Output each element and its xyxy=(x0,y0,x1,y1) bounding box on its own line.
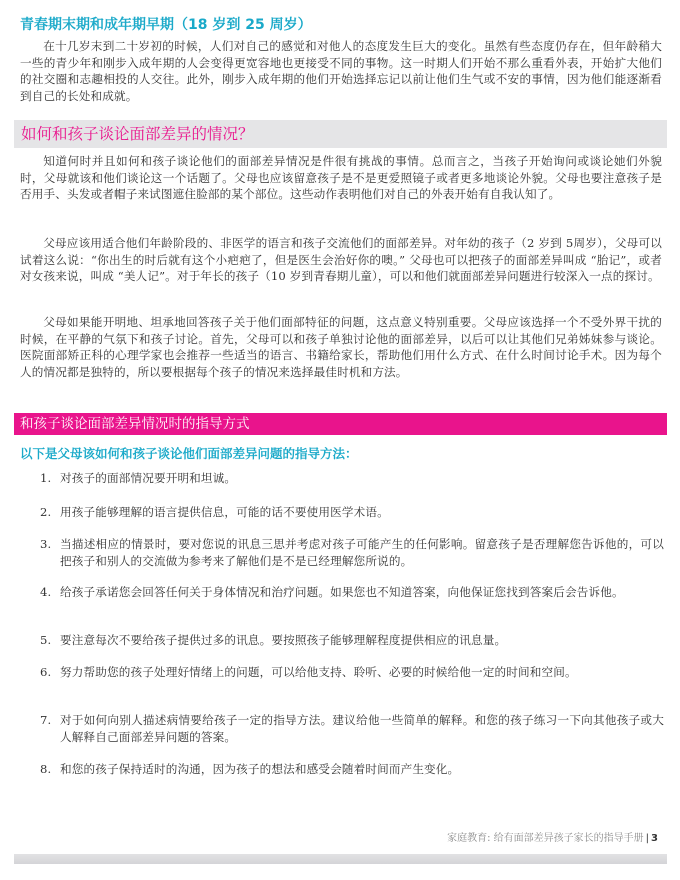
guide-list-item-6 xyxy=(40,664,664,681)
subheading-late-adolescence: 青春期末期和成年期早期（18 岁到 25 周岁） xyxy=(20,17,312,33)
guide-list-item-8 xyxy=(40,761,664,778)
paragraph-talk-1: 知道何时并且如何和孩子谈论他们的面部差异情况是件很有挑战的事情。总而言之，当孩子开始询问或谈论她们外貌时，父母就该和他们谈论这一个话题了。父母也应该留意孩子是不是更爱照镜子或者更多地谈论外貌。父母也要注意孩子是否用手、头发或者帽子来试图遮住脸部的某个部位。这些动作表明他们对自己的外表开始有自我认知了。 xyxy=(20,154,662,201)
list-item-number: 1. xyxy=(40,471,52,485)
paragraph-talk-3: 父母如果能开明地、坦承地回答孩子关于他们面部特征的问题，这点意义特别重要。父母应该选择一个不受外界干扰的时候，在平静的气氛下和孩子讨论。首先，父母可以和孩子单独讨论他的面部差异，以后可以让其他们兄弟姊妹参与谈论。医院面部矫正科的心理学家也会推荐一些适当的语言、书籍给家长，帮助他们用什么方式、在什么时间讨论手术。因为每个人的情况都是独特的，所以要根据每个孩子的情况来选择最佳时机和方法。 xyxy=(20,315,662,379)
section-heading-guide: 和孩子谈论面部差异情况时的指导方式 xyxy=(20,416,250,432)
list-item-text: 当描述相应的情景时，要对您说的讯息三思并考虑对孩子可能产生的任何影响。留意孩子是否理解您告诉他的，可以把孩子和别人的交流做为参考来了解他们是不是已经理解您所说的。 xyxy=(60,537,664,568)
guide-list-item-2 xyxy=(40,504,664,521)
section-heading-band-talk xyxy=(14,120,667,148)
footer-separator: | xyxy=(645,833,650,844)
list-item-text: 和您的孩子保持适时的沟通，因为孩子的想法和感受会随着时间而产生变化。 xyxy=(60,762,460,776)
page-footer xyxy=(447,829,658,844)
list-item-number: 7. xyxy=(40,713,52,727)
list-item-number: 6. xyxy=(40,665,52,679)
guide-list-item-7 xyxy=(40,712,664,745)
paragraph-late-adolescence: 在十几岁末到二十岁初的时候，人们对自己的感觉和对他人的态度发生巨大的变化。虽然有些态度仍存在，但年龄稍大一些的青少年和刚步入成年期的人会变得更宽容地也更接受不同的事物。这一时期人们开始不那么重看外表，开始扩大他们的社交圈和志趣相投的人交往。此外，刚步入成年期的他们开始选择忘记以前让他们生气或不安的事情，因为他们能逐渐看到自己的长处和成就。 xyxy=(20,39,662,103)
guide-intro: 以下是父母该如何和孩子谈论他们面部差异问题的指导方法： xyxy=(20,446,358,461)
section-heading-talk: 如何和孩子谈论面部差异的情况？ xyxy=(21,125,254,143)
list-item-number: 2. xyxy=(40,505,52,519)
guide-list-item-4 xyxy=(40,584,664,601)
list-item-text: 对于如何向别人描述病情要给孩子一定的指导方法。建议给他一些简单的解释。和您的孩子练习一下向其他孩子或大人解释自己面部差异问题的答案。 xyxy=(60,713,664,744)
footer-title: 家庭教育: 给有面部差异孩子家长的指导手册 xyxy=(447,833,644,844)
list-item-number: 5. xyxy=(40,633,52,647)
paragraph-talk-2: 父母应该用适合他们年龄阶段的、非医学的语言和孩子交流他们的面部差异。对年幼的孩子（2 岁到 5周岁），父母可以试着这么说：“你出生的时后就有这个小疤疤了，但是医生会治好你的噢。” 父母也可以把孩子的面部差异叫成 “胎记”，或者对女孩来说，叫成 “美人记”。对于年长的孩子（10 岁到青春期儿童），可以和他们就面部差异问题进行较深入一点的探讨。 xyxy=(20,236,662,283)
page-number: 3 xyxy=(651,833,658,844)
list-item-number: 4. xyxy=(40,585,52,599)
list-item-text: 给孩子承诺您会回答任何关于身体情况和治疗问题。如果您也不知道答案，向他保证您找到答案后会告诉他。 xyxy=(60,585,624,599)
guide-list-item-3 xyxy=(40,536,664,569)
list-item-text: 用孩子能够理解的语言提供信息，可能的话不要使用医学术语。 xyxy=(60,505,389,519)
guide-list-item-5 xyxy=(40,632,664,649)
footer-bar xyxy=(14,854,667,864)
section-heading-band-guide xyxy=(14,413,667,435)
list-item-number: 3. xyxy=(40,537,52,551)
list-item-text: 要注意每次不要给孩子提供过多的讯息。要按照孩子能够理解程度提供相应的讯息量。 xyxy=(60,633,507,647)
list-item-text: 对孩子的面部情况要开明和坦诚。 xyxy=(60,471,237,485)
guide-list-item-1 xyxy=(40,470,664,487)
list-item-number: 8. xyxy=(40,762,52,776)
list-item-text: 努力帮助您的孩子处理好情绪上的问题，可以给他支持、聆听、必要的时候给他一定的时间和空间。 xyxy=(60,665,577,679)
